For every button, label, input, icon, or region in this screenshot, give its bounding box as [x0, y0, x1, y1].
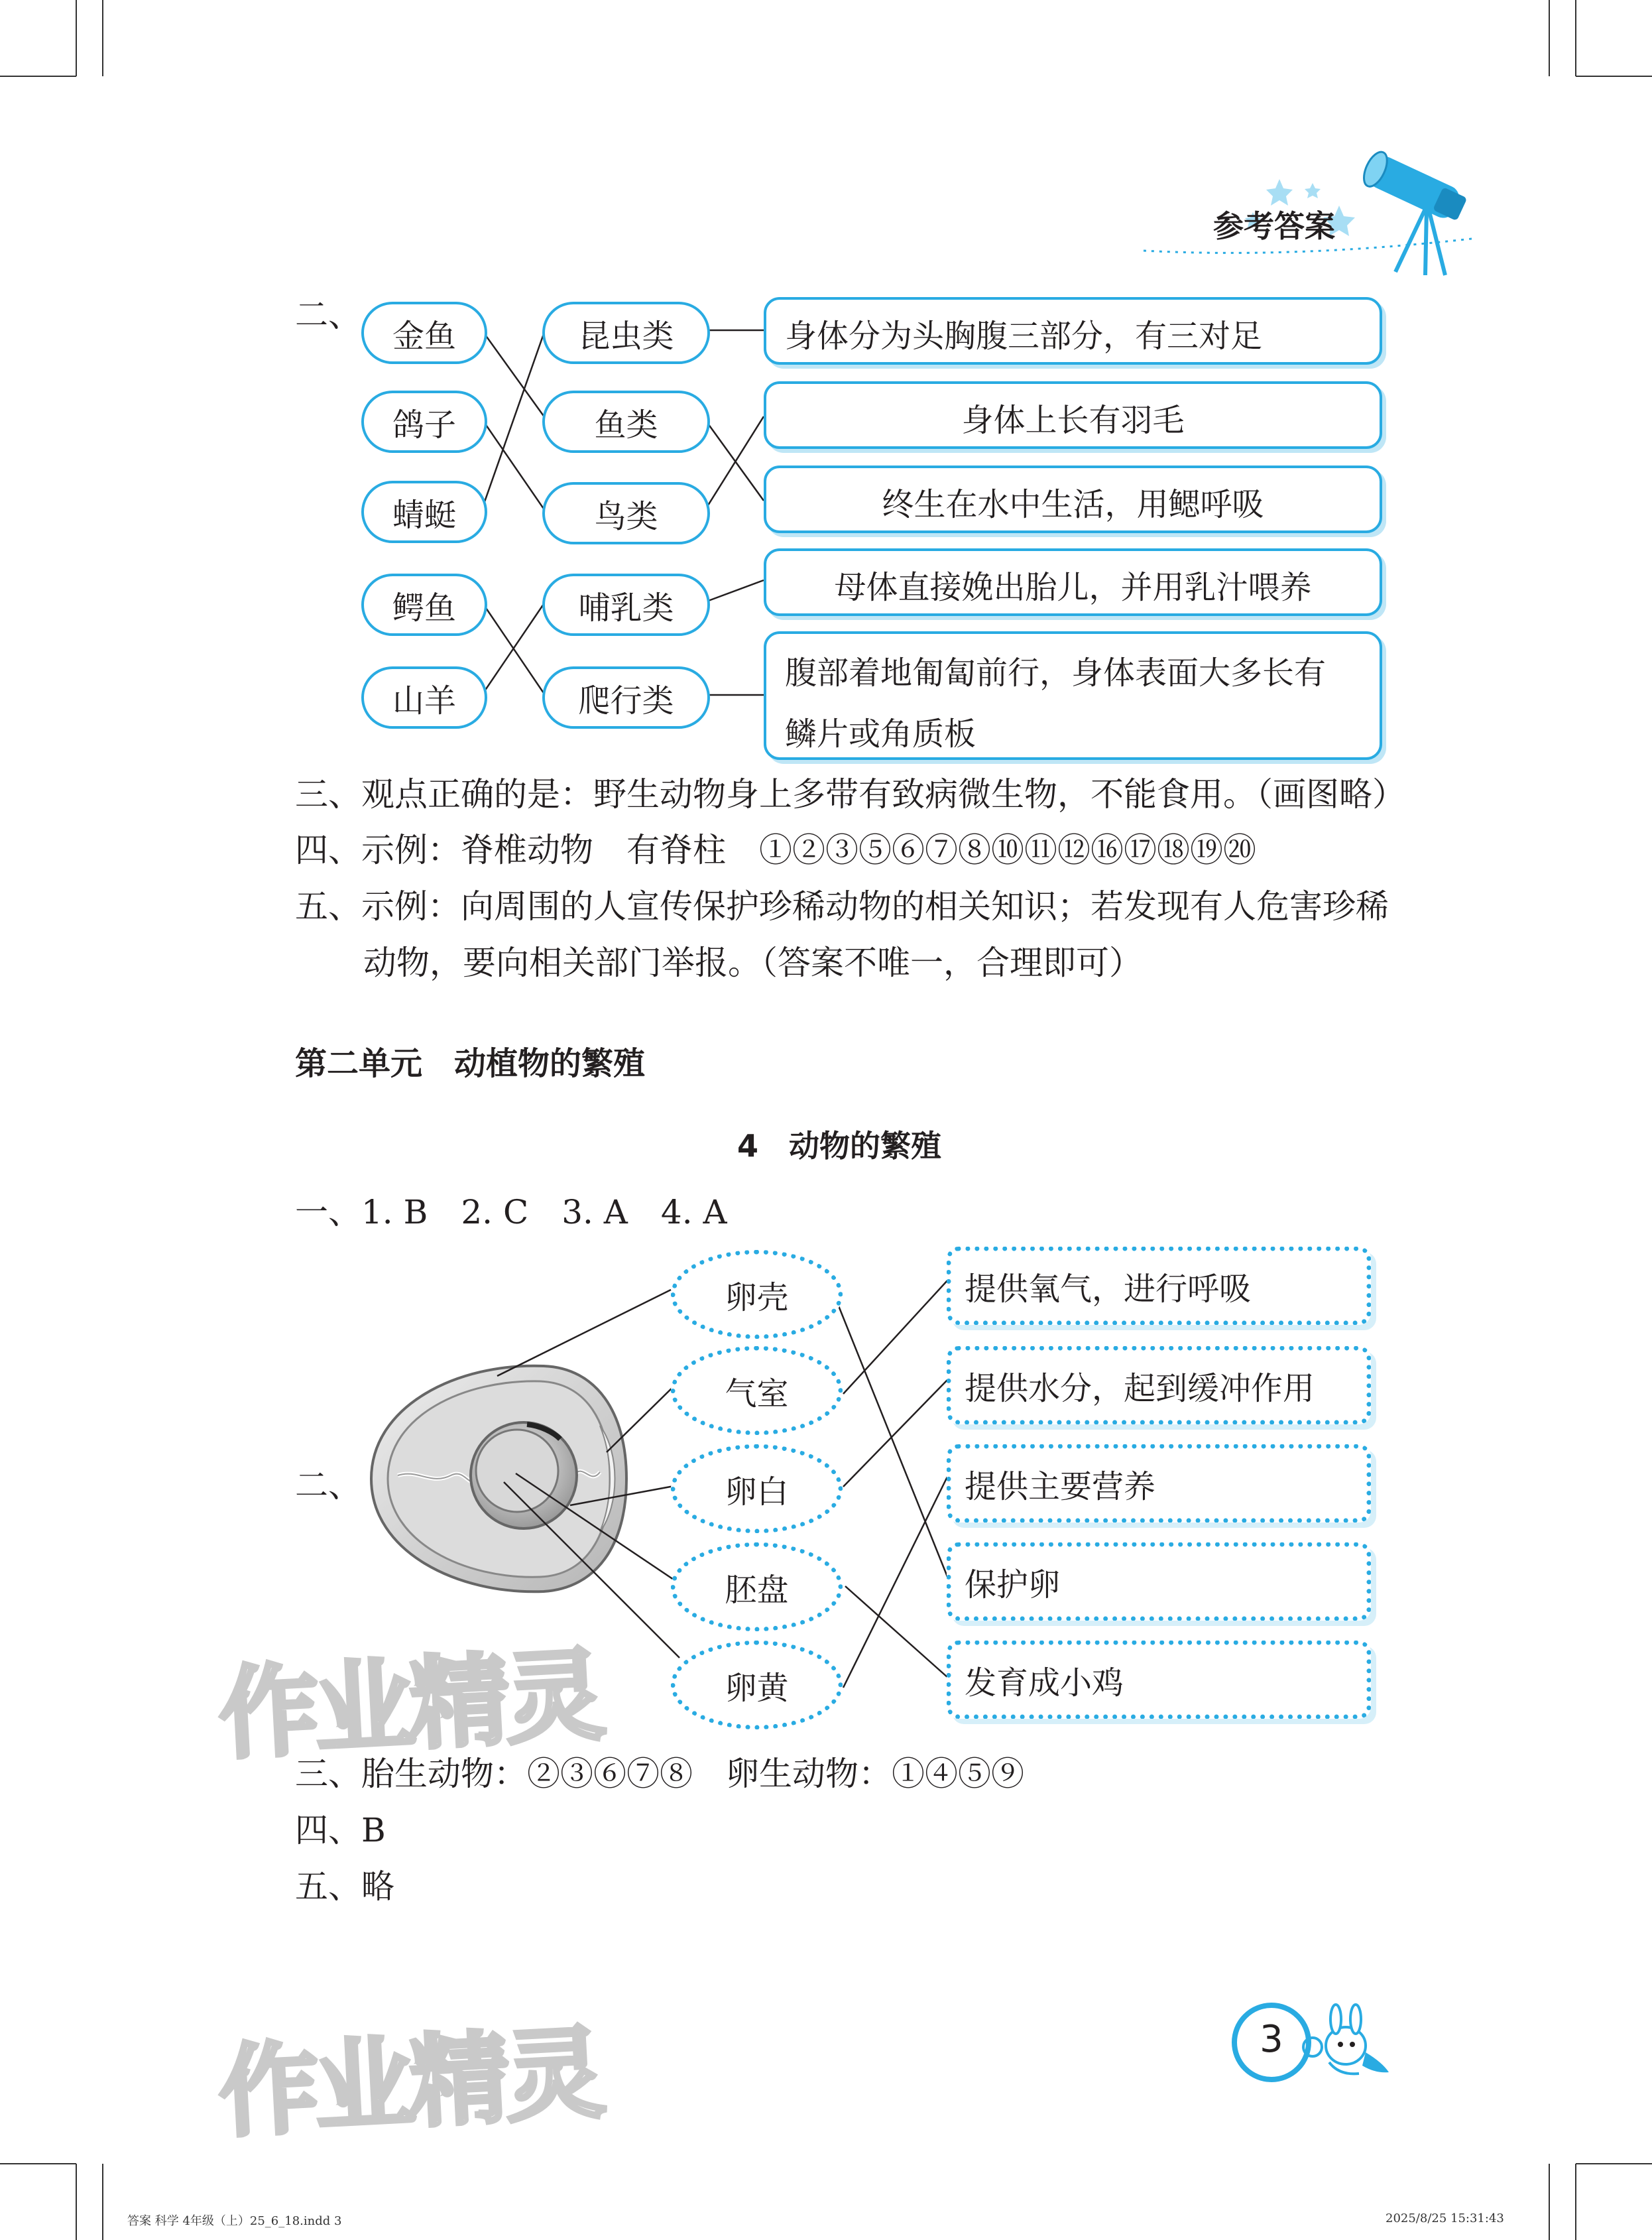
mid-node-birds: 鸟类	[542, 482, 710, 544]
mid-node-fish: 鱼类	[542, 391, 710, 453]
function-water: 提供水分，起到缓冲作用	[947, 1346, 1371, 1424]
egg-part-air-cell: 气室	[671, 1346, 843, 1435]
footer-timestamp: 2025/8/25 15:31:43	[1386, 2211, 1504, 2225]
left-node-crocodile: 鳄鱼	[361, 574, 487, 636]
left-node-dragonfly: 蜻蜓	[361, 481, 487, 543]
answer-q5-lesson: 五、略	[295, 1867, 394, 1906]
mid-node-mammals: 哺乳类	[542, 574, 710, 636]
left-node-goldfish: 金鱼	[361, 302, 487, 364]
footer-file: 答案 科学 4年级（上）25_6_18.indd 3	[127, 2214, 342, 2228]
function-protect: 保护卵	[947, 1542, 1371, 1621]
answer-q1-lesson: 一、1. B 2. C 3. A 4. A	[295, 1193, 727, 1231]
answer-q4-lesson: 四、B	[295, 1811, 386, 1849]
answer-q3-top: 三、观点正确的是：野生动物身上多带有致病微生物，不能食用。（画图略）	[295, 775, 1405, 814]
left-node-goat: 山羊	[361, 666, 487, 729]
egg-part-yolk: 卵黄	[671, 1641, 843, 1729]
egg-part-shell: 卵壳	[671, 1250, 843, 1339]
egg-shape	[371, 1366, 626, 1592]
function-nutrition: 提供主要营养	[947, 1444, 1371, 1523]
watermark: 作业精灵	[216, 2016, 604, 2151]
left-node-pigeon: 鸽子	[361, 391, 487, 453]
q2-label: 二、	[295, 296, 361, 334]
function-oxygen: 提供氧气，进行呼吸	[947, 1247, 1371, 1325]
egg-part-albumen: 卵白	[671, 1444, 843, 1533]
answer-q5-top-line2: 动物，要向相关部门举报。（答案不唯一，合理即可）	[363, 944, 1142, 982]
mid-node-insects: 昆虫类	[542, 302, 710, 364]
egg-match-lines	[837, 1280, 948, 1688]
answer-q4-top: 四、示例：脊椎动物 有脊柱 ①②③⑤⑥⑦⑧⑩⑪⑫⑯⑰⑱⑲⑳	[295, 831, 1256, 869]
page-number-badge	[1220, 1999, 1405, 2085]
function-develop: 发育成小鸡	[947, 1641, 1371, 1719]
right-node-text: 身体分为头胸腹三部分，有三对足	[785, 318, 1263, 355]
answer-q5-top-line1: 五、示例：向周围的人宣传保护珍稀动物的相关知识；若发现有人危害珍稀	[295, 887, 1389, 926]
page-number: 3	[1260, 2018, 1283, 2061]
header-title: 参考答案	[1213, 208, 1335, 244]
watermark: 作业精灵	[216, 1638, 604, 1773]
right-node-text: 母体直接娩出胎儿，并用乳汁喂养	[834, 569, 1312, 606]
right-node-text: 终生在水中生活，用鳃呼吸	[882, 486, 1264, 523]
right-node-text: 身体上长有羽毛	[961, 402, 1185, 439]
egg-part-germinal-disc: 胚盘	[671, 1542, 843, 1631]
answer-q3-lesson: 三、胎生动物：②③⑥⑦⑧ 卵生动物：①④⑤⑨	[295, 1755, 1024, 1793]
unit-title: 第二单元 动植物的繁殖	[295, 1045, 646, 1082]
right-node-text-line2: 鳞片或角质板	[785, 716, 976, 753]
right-node-text: 腹部着地匍匐前行，身体表面大多长有	[785, 654, 1327, 692]
mid-node-reptiles: 爬行类	[542, 666, 710, 729]
q2-lesson-label: 二、	[295, 1466, 361, 1505]
lesson-title: 4 动物的繁殖	[737, 1128, 942, 1164]
